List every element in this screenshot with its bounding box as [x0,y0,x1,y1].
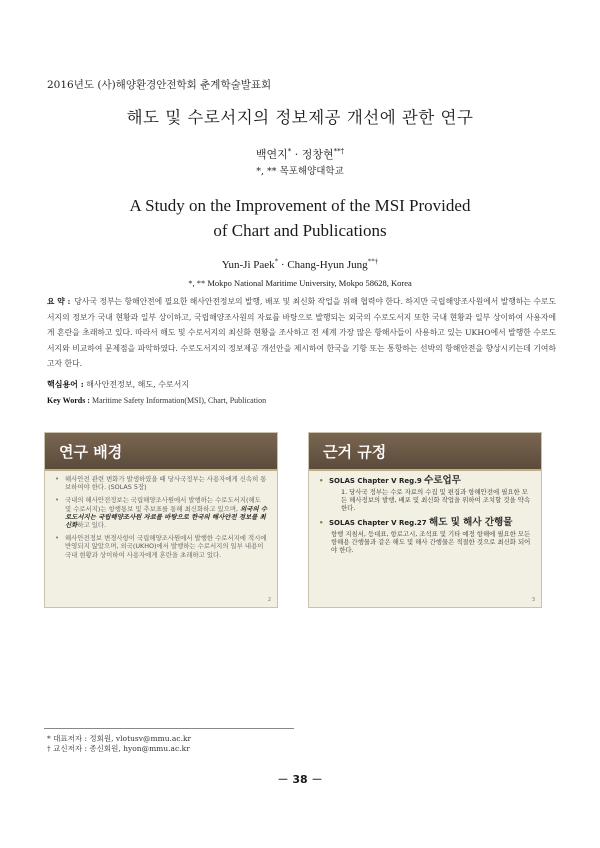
bullet-text: 해사안전 관련 변화가 발생하였을 때 당사국정부는 사용자에게 신속히 통보하여야 한다. (SOLAS 5장) [65,475,267,492]
footnote-contact-author: † 교신저자 : 종신회원, hyon@mmu.ac.kr [47,744,190,753]
regulation-heading [319,477,533,485]
slide-bullet [55,534,269,559]
regulation-title: 수로업무 [424,475,461,486]
bullet-tail: 하고 있다. [77,521,107,530]
author-1-en: Yun-Ji Paek [221,259,275,271]
keywords-korean-label: 핵심용어 : [47,379,84,389]
author-1-ko-mark: * [287,147,292,156]
regulation-text: 1. 당사국 정부는 수로 자료의 수집 및 편집과 항해안전에 필요한 모든 해사정보의 발행, 배포 및 최신화 작업을 위하여 조치할 것을 약속한다. [341,488,531,513]
bullet-dot-icon: • [55,496,60,505]
slide-body [55,475,269,564]
conference-header: 2016년도 (사)해양환경안전학회 춘계학술발표회 [47,79,272,91]
abstract [47,294,556,372]
korean-title: 해도 및 수로서지의 정보제공 개선에 관한 연구 [126,108,474,127]
bullet-dot-icon: • [319,519,324,528]
keywords-english-label: Key Words : [47,396,90,405]
bullet-dot-icon: • [319,477,324,485]
english-title-line-1: A Study on the Improvement of the MSI Provided [129,196,471,215]
korean-authors [0,146,600,162]
keywords-english [47,396,266,405]
author-2-ko-mark: **† [333,147,345,156]
keywords-english-text: Maritime Safety Information(MSI), Chart, Publication [91,396,267,405]
author-1-ko: 백연지 [255,148,288,161]
slide-body [319,477,533,561]
author-2-en-mark: **† [367,257,379,266]
regulation-prefix: SOLAS Chapter V Reg.9 [329,477,425,485]
slide-page-number: 3 [531,597,535,603]
footnote-divider [44,728,294,729]
english-title [0,193,600,243]
bullet-emphasis: 외국의 수로도서지는 국립해양조사원 자료를 바탕으로 한국의 해사안전 정보를 최신화 [65,504,268,530]
bullet-dot-icon: • [55,475,60,483]
english-title-line-2: of Chart and Publications [213,221,387,240]
author-2-ko: 정창현 [301,148,334,161]
footnote-corresponding-author: * 대표저자 : 정회원, vlotusv@mmu.ac.kr [47,734,192,743]
page-number: － 38 － [277,773,323,786]
author-1-en-mark: * [274,257,279,266]
slide-bullet [55,475,269,491]
bullet-dot-icon: • [55,534,60,543]
regulation-title: 해도 및 해사 간행물 [429,517,513,529]
bullet-text: 해사안전정보 변경사항이 국립해양조사원에서 발행한 수로서지에 적시에 반영되지 않았으며, 외국(UKHO)에서 발행하는 수로서지의 일부 내용이 국내 현황과 상이하여 사용자에게 혼란을 초래하고 있다. [65,534,267,559]
korean-affiliation: *, ** 목포해양대학교 [256,166,344,177]
bullet-text: 국내의 해사안전정보는 국립해양조사원에서 발행하는 수로도서지(해도 및 수로서지)는 항행통보 및 추보표를 통해 최신화하고 있으며, [65,496,261,513]
slide-page-number: 2 [267,597,271,603]
slide-title: 근거 규정 [323,443,387,461]
english-affiliation: *, ** Mokpo National Maritime University, Mokpo 58628, Korea [188,278,412,288]
regulation-text: 항행 지침서, 등대표, 항로고시, 조석표 및 기타 예정 항해에 필요한 모든 항해용 간행물과 같은 해도 및 해사 간행물은 적절한 것으로 최신화 되어야 한다. [331,530,531,555]
keywords-korean [47,379,189,390]
author-2-en: Chang-Hyun Jung [287,259,368,271]
slide-research-background [44,432,278,608]
abstract-label: 요 약 : [47,297,71,306]
slide-legal-basis [308,432,542,608]
author-separator-en: · [278,259,288,271]
english-authors [0,259,600,271]
regulation-prefix: SOLAS Chapter V Reg.27 [329,519,430,528]
author-separator: · [291,148,302,161]
regulation-heading [319,519,533,527]
slide-title: 연구 배경 [59,443,123,461]
abstract-text: 당사국 정부는 항해안전에 필요한 해사안전정보의 발행, 배포 및 최신화 작업을 위해 협력야 한다. 하지만 국립해양조사원에서 발행하는 수로도서지의 정보가 국내 현황과 일부 상이하고, 국립해양조사원의 자료를 바탕으로 발행되는 외국의 수로도서지 또한 국내 현황과 일부 상이하여 사용자에게 혼란을 초래하고 있다. 따라서 해도 및 수로서지의 최신화 현황을 조사하고 전 세계 가장 많은 항해사들이 사용하고 있는 UKHO에서 발행한 수로도서지와 비교하여 문제점을 파악하였다. 수로도서지의 정보제공 개선안을 제시하여 한국을 기항 또는 통항하는 선박의 항해안전을 향상시키는데 기여하고자 한다. [47,297,556,369]
keywords-korean-text: 해사안전정보, 해도, 수로서지 [86,380,190,389]
slide-bullet [55,496,269,529]
